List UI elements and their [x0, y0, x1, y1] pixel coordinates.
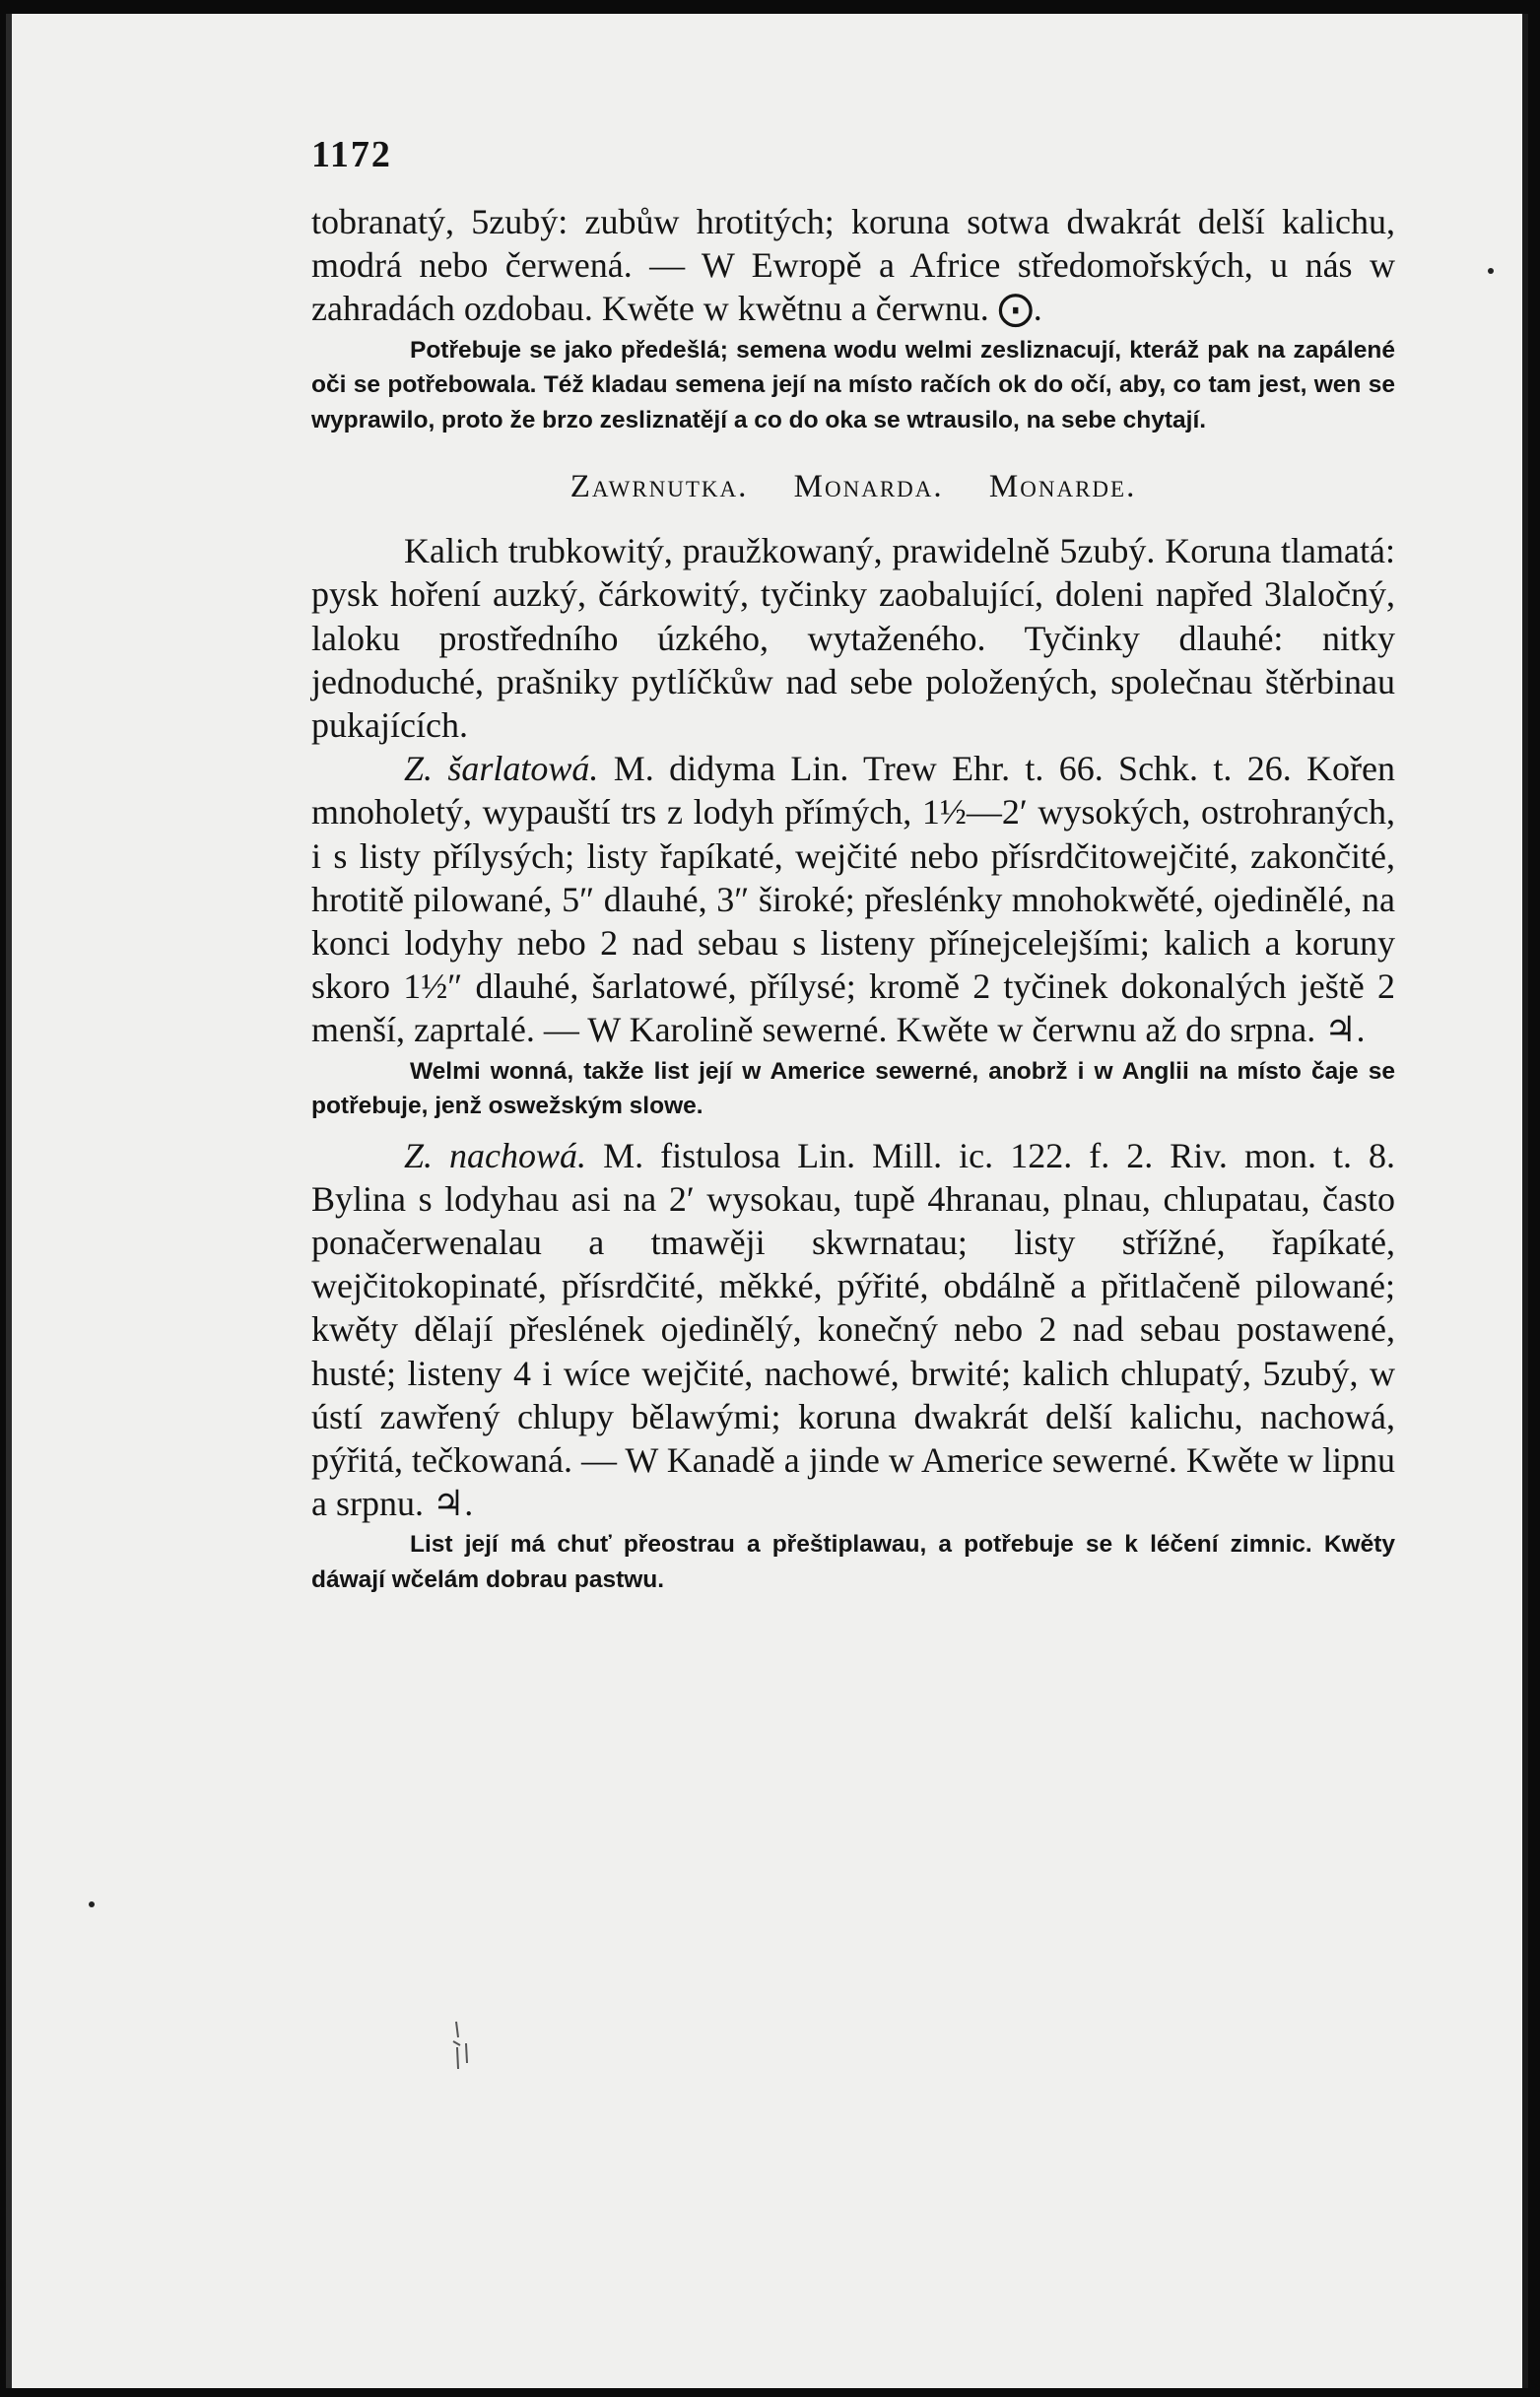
species-entry — [311, 747, 1395, 1051]
species-text: M. fistulosa Lin. Mill. ic. 122. f. 2. Riv. mon. t. 8. Bylina s lodyhau asi na 2′ wysokau, tupě 4hranau, plnau, chlupatau, často ponačerwenalau a tmawěji skwrnatau; listy střížné, řapíkaté, wejčitokopinaté, přísrdčité, měkké, pýřité, obdálně a přitlačeně pilowané; kwěty dělají přeslének ojedinělý, konečný nebo 2 nad sebau postawené, husté; listeny 4 i wíce wejčité, nachowé, brwité; kalich chlupatý, 5zubý, w ústí zawřený chlupy bělawými; koruna dwakrát delší kalichu, nachowá, pýřitá, tečkowaná. — W Kanadě a jinde w Americe sewerné. Kwěte w lipnu a srpnu. ♃. — [311, 1135, 1396, 1524]
species-name: Z. nachowá. — [404, 1135, 587, 1175]
species-name: Z. šarlatowá. — [404, 749, 599, 789]
species-note: List její má chuť přeostrau a přeštiplawau, a potřebuje se k léčení zimnic. Kwěty dáwají wčelám dobrau pastwu. — [311, 1531, 1395, 1593]
ink-spot — [89, 1901, 95, 1907]
genus-latin-name: Monarda. — [793, 469, 944, 505]
page-content — [311, 133, 1395, 1607]
species-note: Welmi wonná, takže list její w Americe sewerné, anobrž i w Anglii na místo čaje se potřebuje, jenž oswežským slowe. — [311, 1057, 1395, 1120]
species-text: M. didyma Lin. Trew Ehr. t. 66. Schk. t. 26. Kořen mnoholetý, wypauští trs z lodyh přímých, 1½—2′ wysokých, ostrohraných, i s listy přílysých; listy řapíkaté, wejčité nebo přísrdčitowejčité, zakončité, hrotitě pilowané, 5″ dlauhé, 3″ široké; přeslénky mnohokwěté, ojedinělé, na konci lodyhy nebo 2 nad sebau s listeny přínejcelejšími; kalich a koruny skoro 1½″ dlauhé, šarlatowé, přílysé; kromě 2 tyčinek dokonalých ještě 2 menší, zaprtalé. — W Karolině sewerné. Kwěte w čerwnu až do srpna. ♃. — [311, 749, 1396, 1050]
genus-czech-name: Zawrnutka. — [569, 469, 749, 505]
genus-description: Kalich trubkowitý, praužkowaný, prawidelně 5zubý. Koruna tlamatá: pysk hoření auzký, čárkowitý, tyčinky zaobalující, doleni napřed 3laločný, laloku prostředního úzkého, wytaženého. Tyčinky dlauhé: nitky jednoduché, prašniky pytlíčkůw nad sebe položených, společnau štěrbinau pukajících. — [311, 531, 1395, 745]
binding-edge — [1522, 14, 1528, 2388]
genus-family-name: Monarde. — [988, 469, 1137, 505]
genus-heading — [311, 469, 1395, 505]
intro-paragraph: tobranatý, 5zubý: zubůw hrotitých; koruna sotwa dwakrát delší kalichu, modrá nebo čerwená. — W Ewropě a Africe středomořských, u nás w zahradách ozdobau. Kwěte w kwětnu a čerwnu. ⨀. — [311, 202, 1395, 329]
page-number: 1172 — [311, 134, 392, 175]
species-entry — [311, 1134, 1395, 1526]
intro-note: Potřebuje se jako předešlá; semena wodu welmi zesliznacují, kteráž pak na zapálené oči se potřebowala. Též kladau semena její na místo račích ok do očí, aby, co tam jest, wen se wyprawilo, proto že brzo zesliznatějí a co do oka se wtrausilo, na sebe chytají. — [311, 336, 1395, 433]
ink-spot — [1488, 268, 1494, 274]
pencil-mark — [448, 2018, 478, 2073]
